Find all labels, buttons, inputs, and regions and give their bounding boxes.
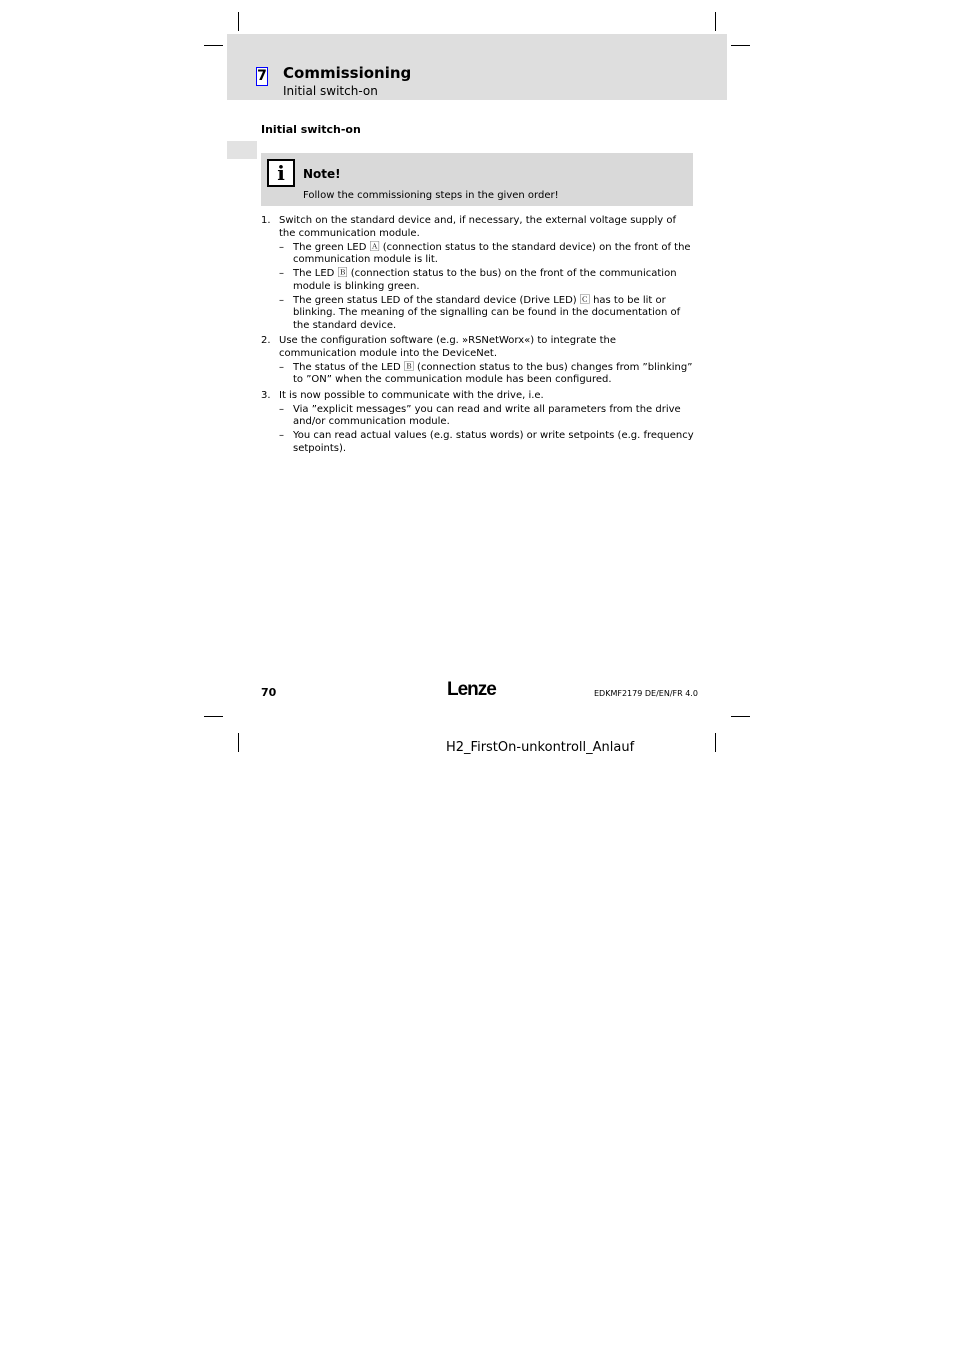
step-number: 2. <box>261 335 271 346</box>
sub-item: – The green status LED of the standard device (Drive LED) 🄲 has to be lit or blinking. The meaning of the signalling can be found in the documentation of the standard device. <box>279 295 694 333</box>
note-title: Note! <box>303 167 341 181</box>
file-tag: H2_FirstOn-unkontroll_Anlauf <box>446 740 635 755</box>
crop-mark <box>238 733 239 752</box>
lenze-logo: Lenze <box>447 679 496 700</box>
sub-item-text: The LED 🄱 (connection status to the bus) on the front of the communication module is blinking green. <box>293 268 677 292</box>
sub-item: – You can read actual values (e.g. status words) or write setpoints (e.g. frequency setpoints). <box>279 430 694 454</box>
sub-item-text: The green LED 🄰 (connection status to the standard device) on the front of the communication module is lit. <box>293 241 691 265</box>
margin-tab <box>227 141 257 159</box>
page-number: 70 <box>261 686 277 699</box>
crop-mark <box>731 45 750 46</box>
sub-item: – The status of the LED 🄱 (connection status to the bus) changes from ”blinking” to ”ON” when the communication module has been configured. <box>279 361 693 385</box>
chapter-title: Commissioning <box>283 64 412 82</box>
note-text: Follow the commissioning steps in the given order! <box>303 190 559 201</box>
step-item <box>261 335 694 387</box>
step-text: It is now possible to communicate with the drive, i.e. <box>279 389 544 401</box>
info-icon: i <box>267 159 295 187</box>
document-code: EDKMF2179 DE/EN/FR 4.0 <box>594 689 698 698</box>
crop-mark <box>731 716 750 717</box>
crop-mark <box>204 716 223 717</box>
chapter-number[interactable]: 7 <box>257 68 267 84</box>
section-title: Initial switch-on <box>261 123 361 136</box>
crop-mark <box>715 12 716 31</box>
step-list <box>261 215 694 458</box>
sub-item-text: The green status LED of the standard device (Drive LED) 🄲 has to be lit or blinking. The meaning of the signalling can be found in the documentation of the standard device. <box>293 294 681 331</box>
sub-item: – The green LED 🄰 (connection status to the standard device) on the front of the communication module is lit. <box>279 242 694 267</box>
crop-mark <box>204 45 223 46</box>
crop-mark <box>715 733 716 752</box>
step-text: Switch on the standard device and, if necessary, the external voltage supply of the communication module. <box>279 215 676 239</box>
sub-item-text: Via ”explicit messages” you can read and write all parameters from the drive and/or communication module. <box>293 403 681 427</box>
chapter-subtitle: Initial switch-on <box>283 84 378 98</box>
sub-item-text: The status of the LED 🄱 (connection status to the bus) changes from ”blinking” to ”ON” when the communication module has been configured. <box>293 361 693 385</box>
step-number: 3. <box>261 389 271 401</box>
sub-item-text: You can read actual values (e.g. status words) or write setpoints (e.g. frequency setpoints). <box>293 430 694 454</box>
step-number: 1. <box>261 215 271 226</box>
crop-mark <box>238 12 239 31</box>
sub-item: – Via ”explicit messages” you can read and write all parameters from the drive and/or communication module. <box>279 404 694 429</box>
sub-item: – The LED 🄱 (connection status to the bus) on the front of the communication module is blinking green. <box>279 268 694 293</box>
step-text: Use the configuration software (e.g. »RSNetWorx«) to integrate the communication module into the DeviceNet. <box>279 335 617 359</box>
step-item <box>261 215 694 332</box>
step-item <box>261 390 694 456</box>
